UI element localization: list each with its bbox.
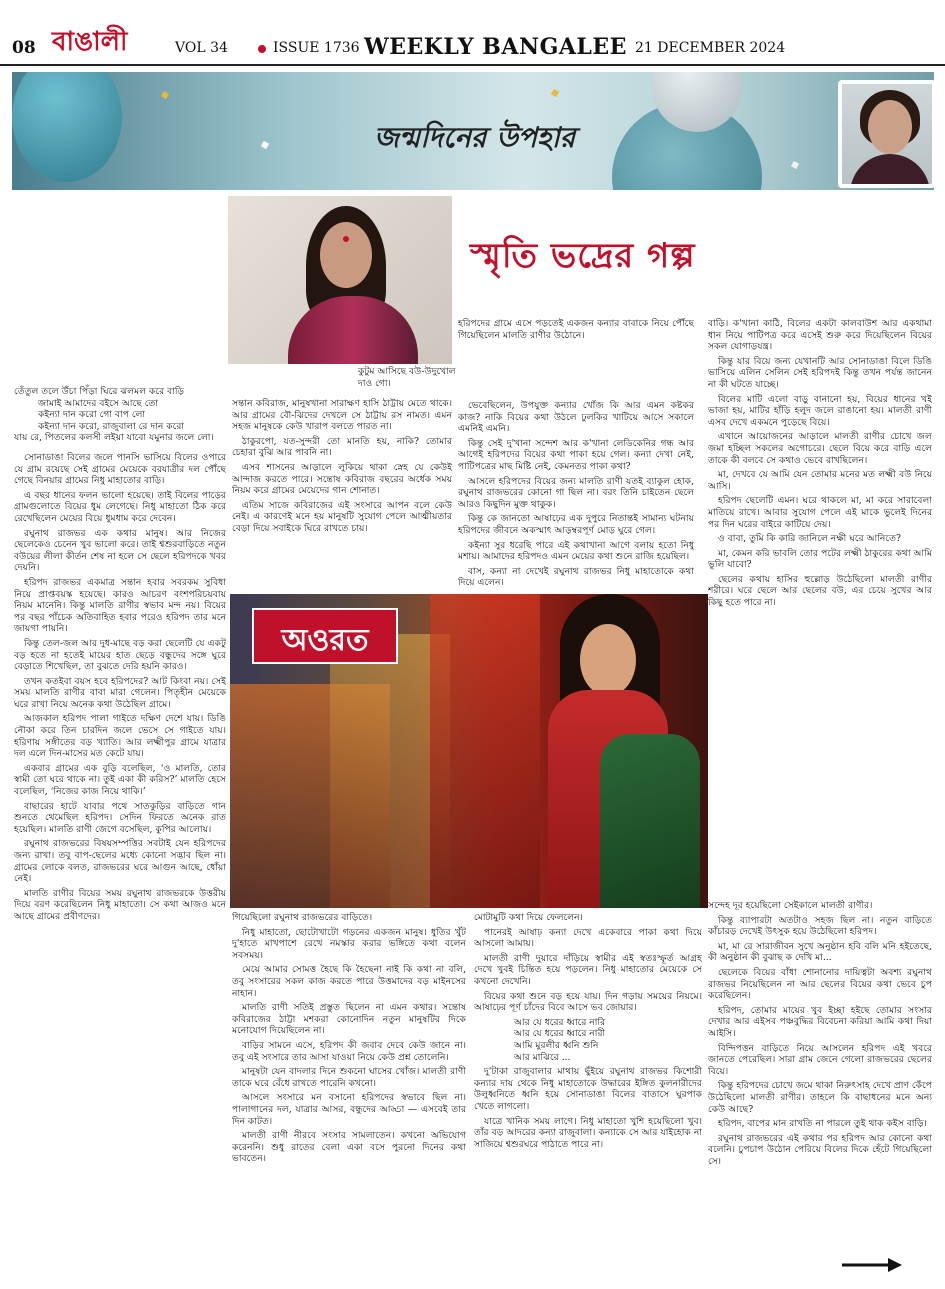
paragraph: বিয়ের কথা শুনে বড় হয়ে যায়। দিন গড়ায় সময়ের নিয়মে। আষাঢ়ের পূর্ণ চাঁদের বিবে আসে ভব জোয়ার। bbox=[474, 990, 702, 1014]
paragraph: রঘুনাথ রাজভরের বিষয়সম্পত্তির সবটাই যেন হরিপদের জন্য রাখা। তবু বাপ-ছেলের মধ্যে কোনো সদ্ভাব ছিল না। গ্রামের লোকে বলত, রাজভরের ঘরে আগুন আছে, ধোঁয়া নেই। bbox=[14, 838, 226, 885]
volume-label: VOL 34 bbox=[175, 40, 228, 56]
paragraph: মেয়ে আমার সোমত্ত হৈছে কি হৈছেনা নাই কি কথা না বলি, তবু সংসারের সকল কাজ করতে পারে উত্তমাদের বড় মাইনসের নাহান। bbox=[232, 964, 466, 999]
paragraph: ও বাবা, তুমি কি কারি জানিলে নক্ষী ঘরে আনিতে? bbox=[718, 533, 901, 545]
paragraph: সন্দেহ দূর হয়েছিলো সেইকালে মালতী রাণীর। bbox=[708, 900, 873, 911]
poem-line: তেঁতুল তলে উঁচা পিঁড়া ঘিরে ঝলমল করে বাড়ি bbox=[14, 386, 185, 397]
paragraph: আসলে হরিপদের বিয়ের জন্য মালতি রাণী যতই ব্যাকুল হোক, রঘুনাথ রাজভরের কোনো গা ছিল না। বরং তিনি চাইতেন ছেলে আরও কিছুদিন মুক্ত থাকুক। bbox=[458, 475, 694, 510]
poem-line: জামাই আমাদের বইসে আছে তো bbox=[38, 397, 159, 409]
paragraph: কিন্তু কে জানতো আষাঢ়ের এক দুপুরে নিতান্তই সামান্য ঘটনায় হরিপদের জীবনে অকস্মাৎ আড়ম্বরপূর্ণ মোড় ঘুরে গেল। bbox=[458, 513, 694, 536]
confetti-icon bbox=[261, 141, 269, 149]
paragraph: গিয়েছিলো রঘুনাথ রাজভরের বাড়িতে। bbox=[232, 912, 373, 923]
paragraph: হরিপদ ছেলেটি এমন। ঘরে থাকলে মা, মা করে সারাবেলা মাতিয়ে রাখে। আবার সুযোগ পেলে এই মাকে ভুলেই দিনের পর দিন ঘরের বাইরে কাটিয়ে দেয়। bbox=[708, 495, 932, 530]
poem-line: কইন্যা দান করো, রাজুবালা রে দান করো bbox=[38, 420, 185, 432]
author-thumbnail-photo bbox=[838, 80, 934, 188]
poem-line: আর মাঝিরে ... bbox=[514, 1051, 571, 1063]
paragraph: মালতী রাণী নীরবে সংসার সামলাতেন। কখনো অভিযোগ করেননি। শুধু রাতের বেলা একা বসে পুরনো দিনের কথা ভাবতেন। bbox=[232, 1130, 466, 1165]
poem-line: আর যে ধরের ধ্বারে নারি bbox=[514, 1016, 606, 1028]
issue-date: 21 DECEMBER 2024 bbox=[635, 40, 786, 56]
paragraph: আসলে সংসারে মন বসানো হরিপদের স্বভাবে ছিল না। পালাগানের দল, যাত্রার আসর, বন্ধুদের আড্ডা — এসবেই তার দিন কাটত। bbox=[232, 1092, 466, 1127]
paragraph: মালতি রাণীর বিয়ের সময় রঘুনাথ রাজভরকে উত্তরীয় দিয়ে বরণ করেছিলেন নিধু মাহাতো। সে কথা আজও মনে আছে গ্রামের প্রবীণদের। bbox=[14, 887, 226, 922]
text-column-2 bbox=[232, 398, 452, 590]
text-column-1 bbox=[14, 452, 226, 1252]
paragraph: মালতী রাণী দুয়ারে দাঁড়িয়ে স্বামীর এই স্বতঃস্ফূর্ত আগ্রহ দেখে খুবই চিন্তিত হয়ে পড়লেন। নিধু মাহাতোর মেয়েকে সে কখনো দেখেনি। bbox=[474, 952, 702, 987]
paragraph: বাছারের হাটে যাবার পথে সাতকুড়ির বাড়িতে গান শুনতে থেমেছিল হরিপদ। সেদিন ফিরতে অনেক রাত হয়েছিল। মালতি রাণী জেগে বসেছিল, কুপির আলোয়। bbox=[14, 800, 226, 835]
opening-poem bbox=[14, 386, 226, 444]
paragraph: কিন্তু সেই দু'খানা সন্দেশ আর ক'খানা লেডিকেনির গন্ধ আর আগেই হরিপদের বিয়ের কথা পাকা হয়ে গেল। কন্যা দেখা নেই, পাটিপত্রের মাছ মিষ্টি নেই, কেমনতর পাকা কথা? bbox=[458, 437, 694, 472]
paragraph: মা, কেমন করি ভাবলি তোর পটের লক্ষ্মী ঠাকুরের কথা আমি ভুলি যাবো? bbox=[708, 547, 932, 571]
paragraph: বাস, কন্যা না দেখেই রঘুনাথ রাজভর নিধু মাহাতোকে কথা দিয়ে এলেন। bbox=[458, 565, 694, 589]
newspaper-logo bbox=[48, 18, 163, 60]
paragraph: কিন্তু ব্যাপারটা অতটাও সহজ ছিল না। নতুন বাড়িতে কাঁচারড় দেখেই উৎসুক হয়ে উঠেছিলো হরিপদ। bbox=[708, 914, 932, 938]
paragraph: আজকাল হরিপদ পালা গাইতে দক্ষিণ দেশে যায়। ডিঙি নৌকা করে তিন চারদিন জলে ভেসে সে গাইতে যায়। হরিণায় সঙ্গীতের বড় খ্যাতি। আর লক্ষ্মীপুর গ্রামে যাত্রার দল এলে দিন-মাসের মত কেটে যায়। bbox=[14, 713, 226, 760]
section-banner bbox=[12, 72, 934, 190]
paragraph: এতিম সাজে কবিরাজের এই সংসারে আপন বলে কেউ নেই। এ কারণেই মনে হয় মানুষটি সুযোগ পেলে আত্মীয়তার বেড়া দিয়ে সবাইকে ঘিরে রাখতে চায়। bbox=[232, 499, 452, 534]
poem-line: কইন্যা দান করো গো বাপ লো bbox=[38, 409, 146, 421]
paragraph: বাড়ির সামনে এসে, হরিপদ কী জবাব দেবে কেউ জানে না। তবু এই সংসারে তার আসা যাওয়া নিয়ে কেউ প্রশ্ন তোলেনি। bbox=[232, 1039, 466, 1063]
paragraph: মা, দেখবে যে আমি যেন তোমার মনের মত লক্ষ্মী বউ নিয়ে আসি। bbox=[708, 469, 932, 492]
publication-title: WEEKLY BANGALEE bbox=[364, 34, 627, 60]
issue-label: ISSUE 1736 bbox=[273, 40, 360, 56]
paragraph: একবার গ্রামের এক বুড়ি বলেছিল, ‘ও মালতি, তোর স্বামী তো ঘরে থাকে না। তুই একা কী করিস?’ মালতি হেসে বলেছিল, ‘নিজের কাজ নিয়ে থাকি।’ bbox=[14, 762, 226, 798]
paragraph: হরিপদ, বাপের মান রাখতি না পারলে তুই থাক কইস বাড়ি। bbox=[718, 1118, 927, 1130]
paragraph: মা, মা রে সারাজীবন সুখে অনুষ্ঠান হবি বলি মনি হইতেছে, কী অনুষ্ঠান কী বুঝাছ ক দেখি মা... bbox=[708, 940, 932, 964]
poem-line: আর যে ধরের ধ্বারে নারী bbox=[514, 1028, 606, 1040]
paragraph: এসব শাসনের আড়ালে লুকিয়ে থাকা স্নেহ যে কেউই আন্দাজ করতে পারে। সন্তোষ কবিরাজ বছরের অর্ধেক সময় নিয়ম করে গ্রামের মেয়েদের গান শোনাত। bbox=[232, 461, 452, 497]
balloon-icon bbox=[12, 72, 122, 182]
paragraph: বিন্দিপত্তন বাড়িতে নিয়ে আসলেন হরিপদ এই খবরে জানতে পেরেছিল। সারা গ্রাম জেনে গেলো রাজভরের ছেলের বিয়ে। bbox=[708, 1042, 932, 1077]
paragraph: সোনাডাঙা বিলের জলে পানসি ভাসিয়ে বিলের ওপারে যে গ্রাম রয়েছে সেই গ্রামের মেয়েকে বরযাত্রীর দল পৌঁছে গেছে বিনয়ার গ্রামের নিধু মাহাতোর বাড়ি। bbox=[14, 452, 226, 487]
paragraph: মালতি রাণী সতিই প্রস্তুত ছিলেন না এমন কথার। সন্তোষ কবিরাজের ঠাট্টা মশকরা কোনোদিন নতুন মানুষটির দিকে মনোযোগ দিয়েছিলেন না। bbox=[232, 1002, 466, 1037]
paragraph: ছেলেকে বিয়ের বাঁধা শোনানোর দায়িত্বটা অবশ্য রঘুনাথ রাজভর নিয়েছিলেন না আর ছেলের বিয়ের কথা ভেবে চুপ করেছিলেন। bbox=[708, 966, 932, 1002]
paragraph: কিন্তু তেল-জল আর দুধ-মাছে বড় করা ছেলেটি যে একটু বড় হতে না হতেই মায়ের হাত ছেড়ে বন্ধুদের সঙ্গে ঘুরে বেড়াতে শিখেছিল, তা বুঝতে দেরি হয়নি কারও। bbox=[14, 637, 226, 673]
paragraph: হরিপদ, তোমার মায়ের খুব ইচ্ছা হইছে তোমার সংসার দেখার আর এইসব পঞ্চবুদ্ধির বিবেচনা করিয়া আমি কথা দিয়া আইসি। bbox=[708, 1004, 932, 1039]
byline: কুটুম আসিছে বউ-উদুখোল দাও গো। bbox=[358, 366, 456, 389]
masthead bbox=[0, 0, 945, 66]
lower-column-2 bbox=[232, 912, 466, 1282]
paragraph: হরিপদের গ্রামে এসে পড়তেই একজন কন্যার বাবাকে নিয়ে পৌঁছে গিয়েছিলেন মালতি রাণীর উঠোনে। bbox=[458, 318, 694, 341]
poem-line: যায় রে, পিতলের কলসী লইয়া যাবো যমুনার জলে লো। bbox=[14, 432, 214, 444]
lower-column-4 bbox=[708, 900, 932, 1254]
paragraph: কইন্যা সুর ধরেছি পারে এই কথাখানা আগে বলায় হতো নিধু মশায়। আমাদের হরিপদও এমন মেয়ের কথা শুনে রাজি হয়েছিল। bbox=[458, 539, 694, 563]
paragraph: রঘুনাথ রাজভর এক কথার মানুষ। আর নিজের ছেলেকেও চেনেন খুব ভালো করে। তাই শ্বশুরবাড়িতে নতুন বউয়ের লীলা কীর্তন শেষ না হলে সে ছেলে হরিপদকে খবর দেয়নি। bbox=[14, 527, 226, 574]
paragraph: কিন্তু হরিপদের চোখে জমে থাকা নিরুৎসাহ দেখে প্রাণ কেঁপে উঠেছিলো মালতী রাণীর। তাহলে কি বাছাধনের মনে অন্য কেউ আছে? bbox=[708, 1080, 932, 1115]
paragraph: পানেরই আষাঢ় কন্যা দেখে একেবারে পাকা কথা দিয়ে আসলো আমায়। bbox=[474, 926, 702, 950]
paragraph: ছেলের কথায় হাসির হুল্লোড় উঠেছিলো মালতী রাণীর শরীরে। ঘরে ছেলে আর ছেলের বউ, এর চেয়ে সুখের আর কিছু হতে পারে না। bbox=[708, 573, 932, 609]
confetti-icon bbox=[791, 161, 799, 169]
column-3 bbox=[458, 400, 694, 590]
paragraph: তখন কতইবা বয়স হবে হরিপদের? আট কিংবা নয়। সেই সময় মালতি রাণীর বাবা মারা গেলেন। পিতৃহীন মেয়েকে ঘরে রাখা নিয়ে অনেক কথা উঠেছিল গ্রামে। bbox=[14, 675, 226, 710]
paragraph: যাত্রে খানিক সময় লাগে। নিধু মাহাতো খুশি হয়েছিলো খুব। তাঁর বড় আদরের কন্যা রাজুবালা। কন্যাকে সে আর যাইহোক না সাজিয়ে শ্বশুরঘরে পাঠাতে পারে না। bbox=[474, 1115, 702, 1150]
page-number: 08 bbox=[12, 38, 36, 58]
confetti-icon bbox=[161, 91, 169, 99]
poem-line: আমি মুরলীর ধ্বনি শুনি bbox=[514, 1039, 599, 1051]
paragraph: সন্তান কবিরাজ, মানুষখানা সারাক্ষণ হাসি ঠাট্টায় মেতে থাকে। আর গ্রামের বৌ-ঝিদের দেখলে সে ঠাট্টায় রস নামত। এমন সহজ মানুষকে কেউ খারাপ বলতে পারত না। bbox=[232, 398, 452, 433]
song-verse bbox=[474, 1017, 702, 1063]
paragraph: এ বছর ধানের ফলন ভালো হয়েছে। তাই বিলের পাড়ের গ্রামগুলোতে বিয়ের ধুম লেগেছে। নিধু মাহাতো ঠিক করে রেখেছিলেন মেয়ের বিয়ে ধুমধাম করে দেবেন। bbox=[14, 489, 226, 524]
paragraph: এখানে আয়োজনের আড়ালে মালতী রাণীর চোখে জল জমা হচ্ছিল সকলের অগোচরে। ছেলে বিয়ে করে বাড়ি এলে তাকে কী বলবে সে কথাও ভেবে রাখছিলেন। bbox=[708, 431, 932, 466]
story-illustration bbox=[230, 594, 708, 908]
paragraph: দু'টাকা রাজুবালার মাথায় ছুঁইয়ে রঘুনাথ রাজভর কিশোরী কন্যার দায় থেকে নিধু মাহাতোকে উদ্ধারের ইঙ্গিত কুলনারীদের উলুধ্বনিতে ধ্বনি হয়ে সোনাডাঙা বিলের বাতাসে ঘুরপাক খেতে লাগলো। bbox=[474, 1066, 702, 1112]
paragraph: মানুষটা যেন বাদলার দিনে শুকনো ঘাসের খোঁজ। মালতী রাণী তাকে ঘরে বেঁধে রাখতে পারেনি কখনো। bbox=[232, 1066, 466, 1089]
paragraph: কিন্তু যার বিয়ে জন্য যেখানটি আর সোনাডাঙা বিলে ডিঙি ভাসিয়ে এলিন সেলিন সেই হরিপদই কিন্তু তখন পর্যন্ত জানেন না কী ঘটতে যাচ্ছে। bbox=[708, 355, 932, 390]
paragraph: বিলের মাটি এলো বাড়ু বানানো হয়, বিয়ের ধানের খই ভাজা হয়, মাটির হাঁড়ি হলুদ জলে রাঙানো হয়। মালতী রাণী এসব দেখে একমনে পুড়েছে বিয়ে। bbox=[708, 393, 932, 428]
confetti-icon bbox=[551, 89, 559, 97]
illustration-title: অওরত bbox=[281, 623, 369, 658]
paragraph: নিধু মাহাতো, ছোটোখাটো গড়নের একজন মানুষ। ধুতির খুঁট দু'হাতে মাখপাশে রেখে নমস্কার করার ভঙ্গিতে কথা বলেন সবসময়। bbox=[232, 926, 466, 961]
paragraph: মোটামুটি কথা দিয়ে ফেললেন। bbox=[474, 912, 583, 923]
illustration-title-box bbox=[252, 608, 398, 664]
banner-title: জন্মদিনের উপহার bbox=[374, 121, 576, 154]
paragraph: বাড়ি। ক'খানা কাঠি, বিলের একটা কালবাউশ আর একথামা ধান নিয়ে পাটিপত্র করে এসেই শুরু করে দিয়েছিলেন বিয়ের সকল যোগাড়যন্ত্র। bbox=[708, 318, 932, 353]
paragraph: ঠাকুরপো, যত-সুন্দরী তো মানতি হয়, নাকি? তোমার চেহারা বুঝি আর পাবনি না। bbox=[232, 435, 452, 459]
paragraph: রঘুনাথ রাজভরের এই কথার পর হরিপদ আর কোনো কথা বলেনি। চুপচাপ উঠোন পেরিয়ে বিলের দিকে হেঁটে গিয়েছিলো সে। bbox=[708, 1132, 932, 1167]
paragraph: হরিপদ রাজভর একমাত্র সন্তান হবার সবরকম সুবিধা নিয়ে প্রাপ্তবয়স্ক হয়েছে। কারও আচরণ বংশপরিচয়বায় নিয়ম মানেনি। কিন্তু মালতি রাণীর স্বভাব মন্দ নয়। বিয়ের পর বছর পাঁচেক অতিবাহিত হবার পরেও হরিপদ তার মনে জায়গা পায়নি। bbox=[14, 576, 226, 635]
story-title: স্মৃতি ভদ্রের গল্প bbox=[470, 236, 696, 276]
separator-dot-icon bbox=[258, 45, 266, 53]
lower-column-3 bbox=[474, 912, 702, 1282]
text-column-4 bbox=[708, 318, 932, 890]
author-photo bbox=[228, 196, 452, 364]
paragraph: ভেবেছিলেন, উপযুক্ত কন্যার খোঁজ কি আর এমন কষ্টকর কাজ? নাকি বিয়ের কথা উঠলে ঢুলকির খাটিয়ে আসে সকালে এমনিই এমনি। bbox=[458, 400, 694, 435]
continue-arrow-icon bbox=[842, 1258, 902, 1272]
logo-text: বাঙালী bbox=[52, 27, 128, 57]
